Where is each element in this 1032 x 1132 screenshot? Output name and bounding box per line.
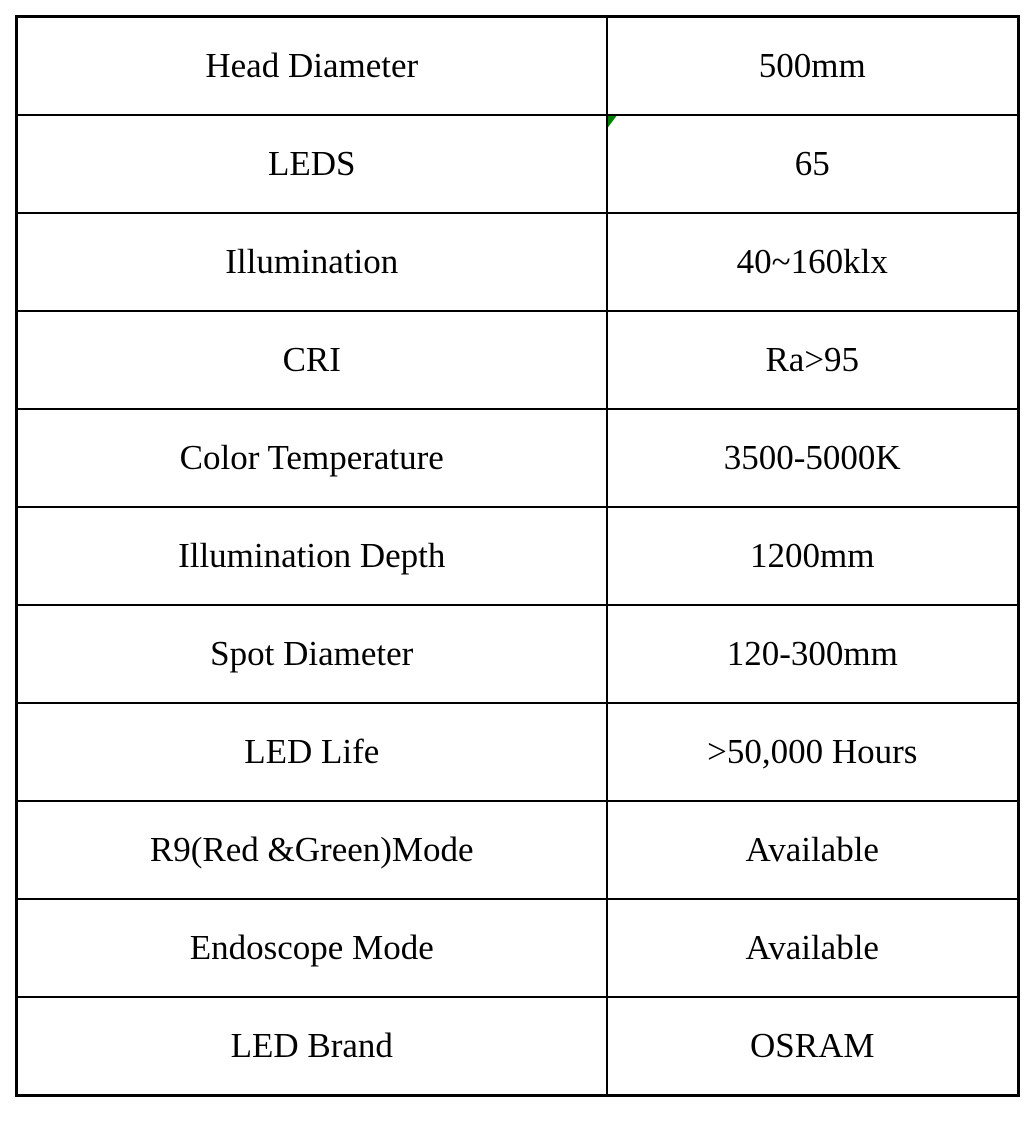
- spec-label-cell: [17, 115, 607, 213]
- spec-label: Color Temperature: [179, 438, 444, 477]
- spec-value-cell: [607, 605, 1019, 703]
- spec-value: 3500-5000K: [723, 438, 901, 477]
- table-row: [17, 311, 1019, 409]
- spec-value: OSRAM: [750, 1026, 875, 1065]
- spec-value: 120-300mm: [726, 634, 898, 673]
- spec-value-cell: [607, 115, 1019, 213]
- spec-label: Illumination: [225, 242, 399, 281]
- table-row: [17, 801, 1019, 899]
- spec-value-cell: [607, 899, 1019, 997]
- spec-label-cell: [17, 213, 607, 311]
- spec-value: 40~160klx: [736, 242, 888, 281]
- spec-label-cell: [17, 17, 607, 116]
- spec-value: >50,000 Hours: [707, 732, 918, 771]
- spec-label: LEDS: [268, 144, 356, 183]
- spec-value-cell: [607, 507, 1019, 605]
- spec-label-cell: [17, 801, 607, 899]
- spec-label: Endoscope Mode: [189, 928, 434, 967]
- spec-table: [15, 15, 1020, 1097]
- table-row: [17, 997, 1019, 1096]
- spec-label-cell: [17, 311, 607, 409]
- spec-label-cell: [17, 507, 607, 605]
- spec-label-cell: [17, 409, 607, 507]
- spec-label: Illumination Depth: [178, 536, 446, 575]
- spec-value-cell: [607, 703, 1019, 801]
- cell-corner-triangle-icon: [608, 116, 617, 128]
- spec-value: 1200mm: [750, 536, 875, 575]
- spec-label: LED Life: [244, 732, 380, 771]
- spec-value-cell: [607, 213, 1019, 311]
- table-row: [17, 115, 1019, 213]
- spec-table-body: [17, 17, 1019, 1096]
- spec-label: R9(Red &Green)Mode: [149, 830, 474, 869]
- spec-label-cell: [17, 703, 607, 801]
- table-row: [17, 213, 1019, 311]
- spec-value: 500mm: [758, 46, 866, 85]
- table-row: [17, 899, 1019, 997]
- table-row: [17, 703, 1019, 801]
- spec-label-cell: [17, 899, 607, 997]
- table-row: [17, 507, 1019, 605]
- spec-label-cell: [17, 997, 607, 1096]
- spec-label: Spot Diameter: [210, 634, 414, 673]
- spec-value-cell: [607, 311, 1019, 409]
- spec-value: Available: [745, 830, 879, 869]
- spec-label-cell: [17, 605, 607, 703]
- spec-value: Available: [745, 928, 879, 967]
- spec-value-cell: [607, 17, 1019, 116]
- spec-label: LED Brand: [230, 1026, 393, 1065]
- spec-label: CRI: [282, 340, 341, 379]
- table-row: [17, 17, 1019, 116]
- table-row: [17, 605, 1019, 703]
- spec-value-cell: [607, 997, 1019, 1096]
- spec-value-cell: [607, 801, 1019, 899]
- spec-label: Head Diameter: [205, 46, 419, 85]
- spec-value-cell: [607, 409, 1019, 507]
- spec-value: Ra>95: [765, 340, 860, 379]
- table-row: [17, 409, 1019, 507]
- spec-value: 65: [794, 144, 830, 183]
